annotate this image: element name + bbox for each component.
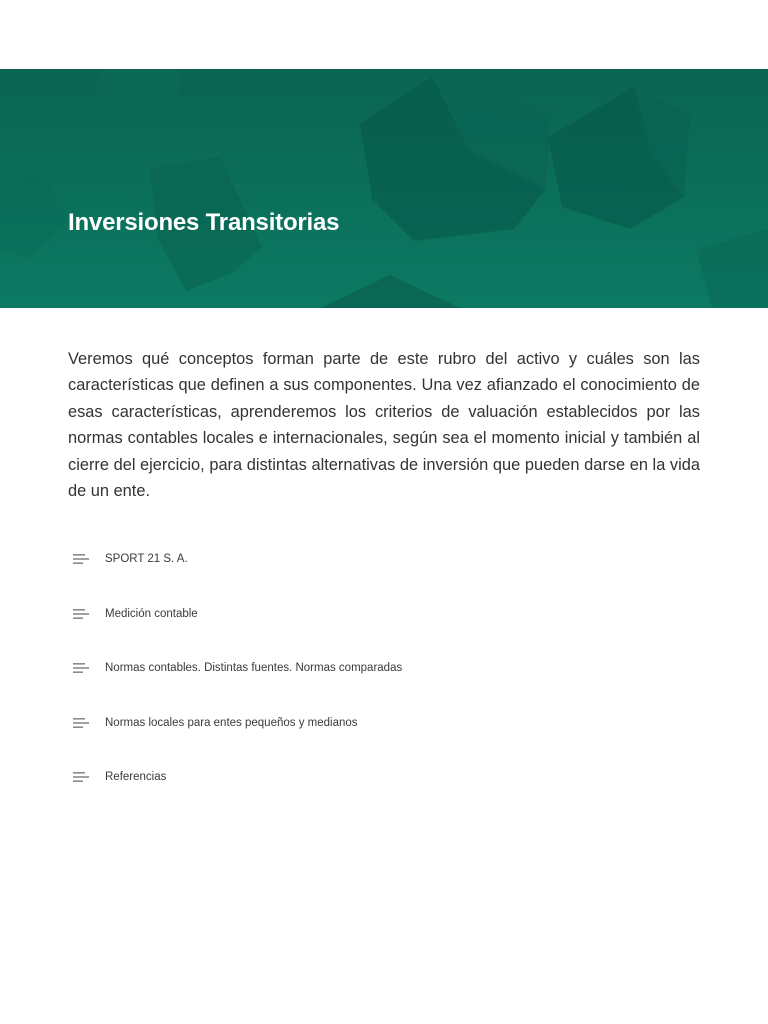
toc-item-normas-locales[interactable] — [72, 696, 712, 751]
lines-icon — [72, 661, 90, 675]
toc-item-label: Normas locales para entes pequeños y medianos — [105, 716, 358, 729]
table-of-contents — [72, 532, 712, 805]
toc-item-label: SPORT 21 S. A. — [105, 553, 188, 566]
header-background-pattern — [0, 69, 768, 308]
lines-icon — [72, 716, 90, 730]
toc-item-normas-contables[interactable] — [72, 641, 712, 696]
page-title: Inversiones Transitorias — [68, 209, 340, 236]
header-banner — [0, 69, 768, 308]
toc-item-label: Normas contables. Distintas fuentes. Normas comparadas — [105, 662, 403, 675]
toc-item-referencias[interactable] — [72, 750, 712, 805]
toc-item-label: Medición contable — [105, 607, 198, 620]
lines-icon — [72, 552, 90, 566]
toc-item-label: Referencias — [105, 771, 167, 784]
lines-icon — [72, 770, 90, 784]
intro-paragraph: Veremos qué conceptos forman parte de este rubro del activo y cuáles son las características que definen a sus componentes. Una vez afianzado el conocimiento de esas características, aprenderemos los criterios de valuación establecidos por las normas contables locales e internacionales, según sea el momento inicial y también al cierre del ejercicio, para distintas alternativas de inversión que pueden darse en la vida de un ente. — [68, 350, 700, 501]
toc-item-medicion-contable[interactable] — [72, 587, 712, 642]
lines-icon — [72, 607, 90, 621]
toc-item-sport-21[interactable] — [72, 532, 712, 587]
